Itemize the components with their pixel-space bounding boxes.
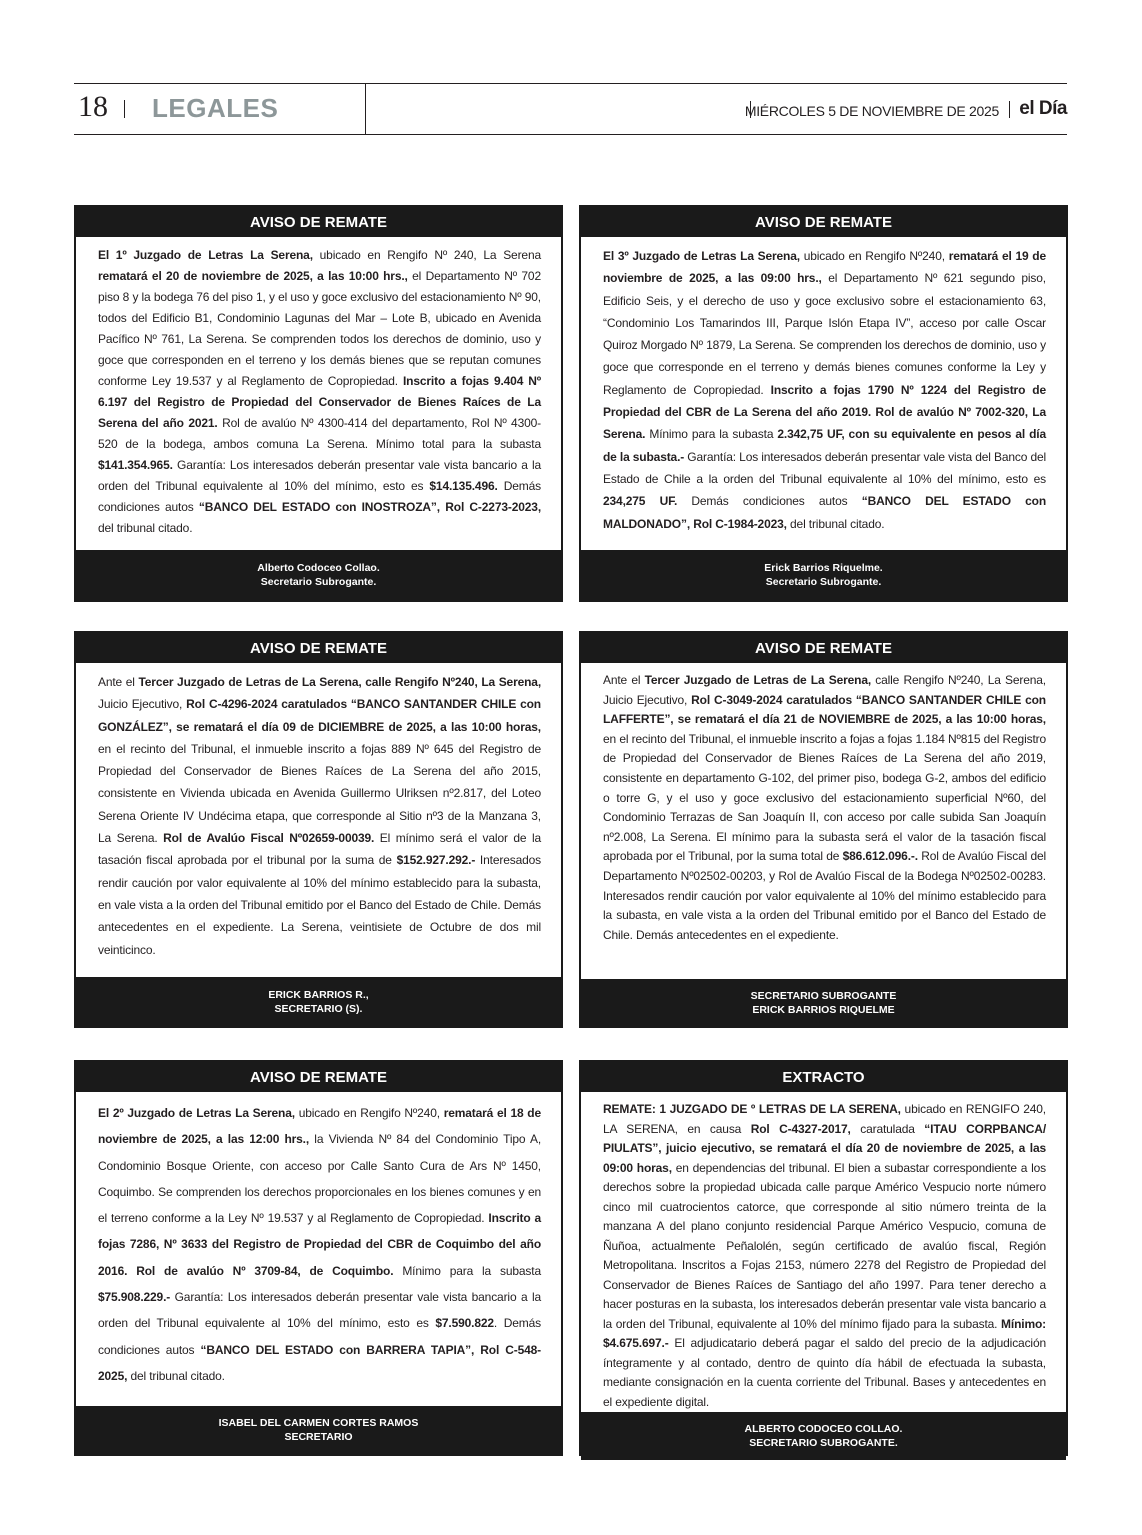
notice-bold-text: Inscrito a fojas 9.404 Nº 6.197 del Registro de Propiedad del Conservador de Bienes Raíces de La Serena del año 2021. [98, 374, 541, 430]
notice-bold-text: 234,275 UF. [603, 494, 678, 509]
signature-line: Secretario Subrogante. [260, 576, 377, 588]
notice-bold-text: $75.908.229.- [98, 1290, 171, 1305]
notice-box [74, 631, 563, 1028]
notice-body [581, 1092, 1066, 1412]
notice-signature [76, 550, 561, 600]
notice-text: Garantía: Los interesados deberán presentar vale vista del Banco del Estado de Chile a la orden del Tribunal equivalente al 10% del mínimo, esto es [603, 449, 1047, 486]
notice-bold-text: rematará el 20 de noviembre de 2025, a las 10:00 hrs., [98, 269, 408, 283]
notice-bold-text: “ITAU CORPBANCA/ PIULATS”, juicio ejecutivo, se rematará el día 20 de noviembre de 2025, a las 09:00 horas, [603, 1121, 1047, 1175]
notice-bold-text: $141.354.965. [98, 458, 173, 472]
signature-line: ALBERTO CODOCEO COLLAO. [744, 1423, 903, 1435]
notice-bold-text: “BANCO DEL ESTADO con BARRERA TAPIA”, Rol C-548-2025, [98, 1342, 542, 1383]
notice-box [579, 1060, 1068, 1456]
notice-text: del tribunal citado. [786, 516, 885, 531]
notice-signature [581, 550, 1066, 600]
notice-body [581, 663, 1066, 979]
notice-text: Garantía: Los interesados deberán presentar vale vista bancario a la orden del Tribunal equivalente al 10% del mínimo, esto es [98, 458, 541, 493]
notice-title: EXTRACTO [581, 1062, 1066, 1092]
notice-text: ubicado en Rengifo Nº240, [799, 249, 949, 263]
divider [124, 100, 125, 118]
notice-bold-text: 2.342,75 UF, con su equivalente en pesos al día de la subasta.- [603, 427, 1046, 464]
notice-bold-text: El 1º Juzgado de Letras La Serena, [98, 248, 313, 262]
signature-line: Erick Barrios Riquelme. [764, 562, 883, 574]
notice-text: ubicado en RENGIFO 240, LA SERENA, en causa [603, 1102, 1046, 1136]
notice-bold-text: Rol C-4327-2017, [750, 1121, 851, 1136]
notice-text: la Vivienda Nº 84 del Condominio Tipo A, Condominio Bosque Oriente, con acceso por Calle Santo Cura de Ars Nº 1450, Coquimbo. Se comprenden los derechos proporcionales en los bienes comunes y en el terreno conforme a la Ley Nº 19.537 y al Reglamento de Copropiedad. [98, 1132, 541, 1226]
notice-text: caratulada [850, 1121, 925, 1136]
notice-text: Rol de avalúo Nº 4300-414 del departamento, Rol Nº 4300-520 de la bodega, ambos comuna La Serena. Mínimo total para la subasta [98, 416, 541, 451]
notice-text: Garantía: Los interesados deberán presentar vale vista bancario a la orden del Tribunal equivalente al 10% del mínimo, esto es [98, 1290, 541, 1331]
notice-bold-text: El 2º Juzgado de Letras La Serena, [98, 1106, 295, 1120]
notice-box [74, 205, 563, 602]
signature-line: SECRETARIO (S). [274, 1002, 363, 1015]
signature-line: Secretario Subrogante. [765, 576, 882, 588]
notice-title: AVISO DE REMATE [76, 1062, 561, 1092]
notice-box [74, 1060, 563, 1456]
notice-text: Ante el [98, 675, 139, 689]
notice-text: en dependencias del tribunal. El bien a subastar correspondiente a los derechos sobre la propiedad ubicada calle parque Américo Vespucio norte número cinco mil cuatrocientos catorce, que corresponde al sitio número treinta de la manzana A del plano conjunto residencial Parque Américo Vespucio, comuna de Ñuñoa, actualmente Peñalolén, según certificado de avalúo fiscal, Región Metropolitana. Inscritos a Fojas 2153, número 2278 del Registro de Propiedad del Conservador de Bienes Raíces de Santiago del año 1997. Para tener derecho a hacer posturas en la subasta, los interesados deberán presentar vale vista bancario a la orden del Tribunal, equivalente al 10% del mínimo fijado para la subasta. [603, 1160, 1046, 1331]
notice-text: en el recinto del Tribunal, el inmueble inscrito a fojas 889 Nº 645 del Registro de Propiedad del Conservador de Bienes Raíces de La Serena del año 2015, consistente en Vivienda ubicada en Avenida Guillermo Ulriksen nº2.817, del Loteo Serena Oriente IV Undécima etapa, que corresponde al Sitio nº3 de la Manzana 3, La Serena. [98, 741, 541, 846]
notice-text: Demás condiciones autos [98, 479, 541, 514]
notice-bold-text: $14.135.496. [429, 479, 498, 493]
notice-text: Demás condiciones autos [677, 494, 862, 509]
notice-bold-text: El 3º Juzgado de Letras La Serena, [603, 249, 800, 263]
notice-text: El mínimo será el valor de la tasación fiscal aprobada por el tribunal por la suma de [98, 831, 541, 868]
notice-bold-text: Rol C-4296-2024 caratulados “BANCO SANTANDER CHILE con GONZÁLEZ”, se rematará el día 09 de DICIEMBRE de 2025, a las 10:00 horas, [98, 697, 541, 734]
signature-line: SECRETARIO [284, 1431, 353, 1443]
notice-bold-text: Inscrito a fojas 7286, Nº 3633 del Registro de Propiedad del CBR de Coquimbo del año 2016. Rol de avalúo Nº 3709-84, de Coquimbo. [98, 1211, 541, 1278]
notice-title: AVISO DE REMATE [581, 207, 1066, 237]
notice-body [76, 1092, 561, 1406]
notice-text: del tribunal citado. [98, 521, 193, 535]
notice-text: Interesados rendir caución por valor equivalente al 10% del mínimo establecido para la subasta, en vale vista a la orden del Tribunal emitido por el Banco del Estado de Chile. Demás antecedentes en el expediente. La Serena, veintisiete de Octubre de dos mil veinticinco. [98, 853, 541, 957]
notice-bold-text: Tercer Juzgado de Letras de La Serena, calle Rengifo Nº240, La Serena, [138, 675, 542, 689]
notice-signature [581, 979, 1066, 1026]
notice-body [76, 237, 561, 550]
notice-text: el Departamento Nº 621 segundo piso, Edificio Seis, y el derecho de uso y goce exclusivo sobre el estacionamiento 63, “Condominio Los Tamarindos III, Parque Islón Etapa IV”, acceso por calle Oscar Quiroz Morgado Nº 1879, La Serena. Se comprenden los derechos de dominio, uso y goce que corresponde en el terreno y demás bienes comunes conforme la Ley y Reglamento de Copropiedad. [603, 271, 1046, 397]
notice-bold-text: REMATE: 1 JUZGADO DE º LETRAS DE LA SERENA, [603, 1102, 901, 1116]
notice-bold-text: Mínimo: $4.675.697.- [603, 1316, 1046, 1350]
notice-text: en el recinto del Tribunal, el inmueble inscrito a fojas a fojas 1.184 Nº815 del Registro de Propiedad del Conservador de Bienes Raíces de La Serena del año 2019, consistente en departamento G-102, del primer piso, bodega G-2, ambos del edificio o torre G, y el uso y goce exclusivo del estacionamiento superficial Nº60, del Condominio Terrazas de San Joaquín II, con acceso por calle subida San Joaquín nº2.008, La Serena. El mínimo para la subasta será el valor de la tasación fiscal aprobada por el Tribunal, por la suma total de [603, 731, 1046, 864]
issue-date: MIÉRCOLES 5 DE NOVIEMBRE DE 2025 [744, 103, 999, 119]
notice-text: Juicio Ejecutivo, [98, 697, 187, 712]
signature-line: ERICK BARRIOS R., [268, 988, 369, 1001]
notice-body [76, 663, 561, 977]
newspaper-logo: el Día [1019, 98, 1067, 119]
notice-text: ubicado en Rengifo Nº240, [294, 1106, 444, 1120]
notice-bold-text: $86.612.096.-. [842, 849, 918, 864]
signature-line: ERICK BARRIOS RIQUELME [752, 1003, 895, 1016]
signature-line: SECRETARIO SUBROGANTE. [749, 1437, 898, 1449]
notice-bold-text: “BANCO DEL ESTADO con MALDONADO”, Rol C-1984-2023, [603, 494, 1047, 531]
notice-text: . Demás condiciones autos [98, 1316, 541, 1357]
notice-signature [76, 977, 561, 1026]
header-bottom-rule [74, 134, 1067, 135]
notice-signature [76, 1406, 561, 1454]
notice-bold-text: rematará el 19 de noviembre de 2025, a las 09:00 hrs., [603, 249, 1046, 286]
notice-text: ubicado en Rengifo Nº 240, La Serena [312, 248, 541, 262]
section-title: LEGALES [152, 93, 279, 123]
notice-box [579, 631, 1068, 1028]
notice-bold-text: Tercer Juzgado de Letras de La Serena, [644, 673, 872, 687]
notice-text: calle Rengifo Nº240, La Serena, Juicio Ejecutivo, [603, 673, 1046, 707]
notice-text: Mínimo para la subasta [645, 427, 778, 442]
notice-bold-text: Rol C-3049-2024 caratulados “BANCO SANTANDER CHILE con LAFFERTE”, se rematará el día 21 de NOVIEMBRE de 2025, a las 10:00 horas, [603, 692, 1046, 727]
notice-title: AVISO DE REMATE [76, 207, 561, 237]
page-number: 18 [78, 90, 108, 123]
header-top-rule [74, 83, 1067, 84]
notice-text: Ante el [603, 673, 645, 687]
notice-text: del tribunal citado. [127, 1368, 225, 1383]
signature-line: SECRETARIO SUBROGANTE [750, 989, 897, 1002]
notice-bold-text: Inscrito a fojas 1790 Nº 1224 del Registro de Propiedad del CBR de La Serena del año 2019. Rol de avalúo Nº 7002-320, La Serena. [603, 382, 1047, 442]
signature-line: ISABEL DEL CARMEN CORTES RAMOS [218, 1417, 419, 1429]
divider [1009, 101, 1010, 118]
notice-bold-text: rematará el 18 de noviembre de 2025, a las 12:00 hrs., [98, 1106, 541, 1147]
notice-text: el Departamento Nº 702 piso 8 y la bodega 76 del piso 1, y el uso y goce exclusivo del estacionamiento Nº 90, todos del Edificio B1, Condominio Lagunas del Mar – Lote B, ubicado en Avenida Pacífico Nº 761, La Serena. Se comprenden todos los derechos de dominio, uso y goce que corresponden en el terreno y los demás bienes que se reputan comunes conforme Ley 19.537 y al Reglamento de Copropiedad. [98, 269, 541, 388]
notice-box [579, 205, 1068, 602]
notice-bold-text: Rol de Avalúo Fiscal Nº02659-00039. [163, 831, 375, 846]
notice-text: Mínimo para la subasta [393, 1263, 541, 1278]
notice-bold-text: $7.590.822 [435, 1316, 494, 1331]
notice-signature [581, 1412, 1066, 1460]
divider [365, 84, 366, 134]
notice-title: AVISO DE REMATE [76, 633, 561, 663]
signature-line: Alberto Codoceo Collao. [257, 562, 380, 574]
notice-bold-text: $152.927.292.- [396, 853, 476, 868]
notice-title: AVISO DE REMATE [581, 633, 1066, 663]
notice-body [581, 237, 1066, 550]
notice-text: Rol de Avalúo Fiscal del Departamento Nº02502-00203, y Rol de Avalúo Fiscal de la Bodega Nº02502-00283. Interesados rendir caución por valor equivalente al 10% del mínimo establecido para la subasta, en vale vista a la orden del Tribunal emitido por el Banco del Estado de Chile. Demás antecedentes en el expediente. [603, 849, 1047, 942]
notice-text: El adjudicatario deberá pagar el saldo del precio de la adjudicación íntegramente y al contado, dentro de quinto día hábil de efectuada la subasta, mediante consignación en la cuenta corriente del Tribunal. Bases y antecedentes en el expediente digital. [603, 1336, 1046, 1409]
notice-bold-text: “BANCO DEL ESTADO con INOSTROZA”, Rol C-2273-2023, [198, 500, 541, 514]
